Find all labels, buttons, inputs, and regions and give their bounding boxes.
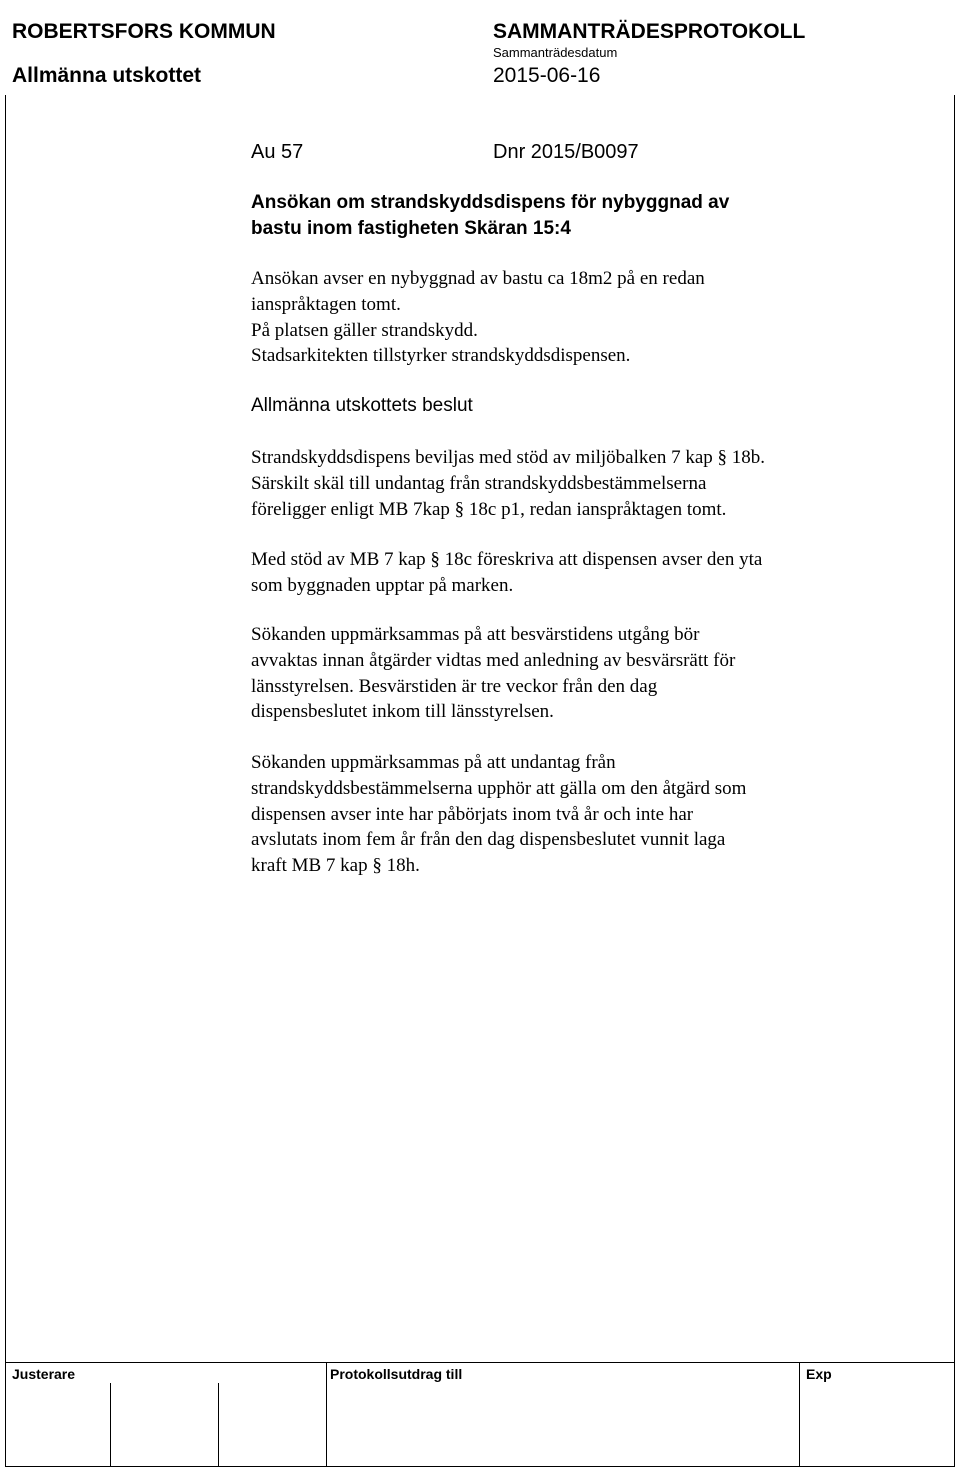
intro-line: Ansökan avser en nybyggnad av bastu ca 18m2 på en redan <box>251 268 705 289</box>
decision-paragraph-1 <box>251 445 765 522</box>
signature-divider <box>110 1383 111 1466</box>
intro-line: På platsen gäller strandskydd. <box>251 319 478 341</box>
intro-text <box>251 266 705 369</box>
protokollsutdrag-label: Protokollsutdrag till <box>330 1366 463 1382</box>
decision-line: länsstyrelsen. Besvärstiden är tre veckor från den dag <box>251 675 658 697</box>
decision-line: Särskilt skäl till undantag från strandskyddsbestämmelserna <box>251 472 707 494</box>
decision-paragraph-4 <box>251 750 746 879</box>
meeting-date: 2015-06-16 <box>493 64 601 87</box>
decision-line: Sökanden uppmärksammas på att undantag från <box>251 752 616 773</box>
decision-line: Strandskyddsdispens beviljas med stöd av miljöbalken 7 kap § 18b. <box>251 447 766 468</box>
decision-line: kraft MB 7 kap § 18h. <box>251 855 420 877</box>
case-title <box>251 190 729 242</box>
bottom-border <box>5 1466 955 1467</box>
decision-line: Med stöd av MB 7 kap § 18c föreskriva att dispensen avser den yta <box>251 549 763 570</box>
decision-line: föreligger enligt MB 7kap § 18c p1, redan ianspråktagen tomt. <box>251 498 727 520</box>
case-title-line: Ansökan om strandskyddsdispens för nybyggnad av <box>251 192 730 213</box>
decision-line: strandskyddsbestämmelserna upphör att gälla om den åtgärd som <box>251 777 747 799</box>
decision-line: avvaktas innan åtgärder vidtas med anledning av besvärsrätt för <box>251 649 736 671</box>
paragraph-number: Au 57 <box>251 141 304 163</box>
decision-line: Sökanden uppmärksammas på att besvärstidens utgång bör <box>251 624 700 645</box>
signature-divider <box>326 1362 327 1466</box>
intro-line: Stadsarkitekten tillstyrker strandskyddsdispensen. <box>251 345 631 367</box>
decision-line: som byggnaden upptar på marken. <box>251 574 514 596</box>
right-border <box>954 95 955 1467</box>
case-title-line: bastu inom fastigheten Skäran 15:4 <box>251 218 571 239</box>
exp-label: Exp <box>806 1366 832 1382</box>
decision-paragraph-3 <box>251 622 735 725</box>
decision-line: dispensen avser inte har påbörjats inom två år och inte har <box>251 803 694 825</box>
justerare-label: Justerare <box>12 1366 76 1382</box>
decision-line: avslutats inom fem år från den dag dispensbeslutet vunnit laga <box>251 829 726 851</box>
decision-paragraph-2 <box>251 547 762 599</box>
committee-name: Allmänna utskottet <box>12 64 202 87</box>
intro-line: ianspråktagen tomt. <box>251 293 401 315</box>
footer-divider <box>5 1362 955 1363</box>
case-number: Dnr 2015/B0097 <box>493 141 639 163</box>
meeting-date-label: Sammanträdesdatum <box>493 45 618 60</box>
left-border <box>5 95 6 1467</box>
decision-heading: Allmänna utskottets beslut <box>251 395 473 416</box>
document-type: SAMMANTRÄDESPROTOKOLL <box>493 20 806 43</box>
decision-line: dispensbeslutet inkom till länsstyrelsen. <box>251 701 554 723</box>
municipality-name: ROBERTSFORS KOMMUN <box>12 20 276 43</box>
signature-divider <box>218 1383 219 1466</box>
footer-column-divider <box>799 1362 800 1466</box>
